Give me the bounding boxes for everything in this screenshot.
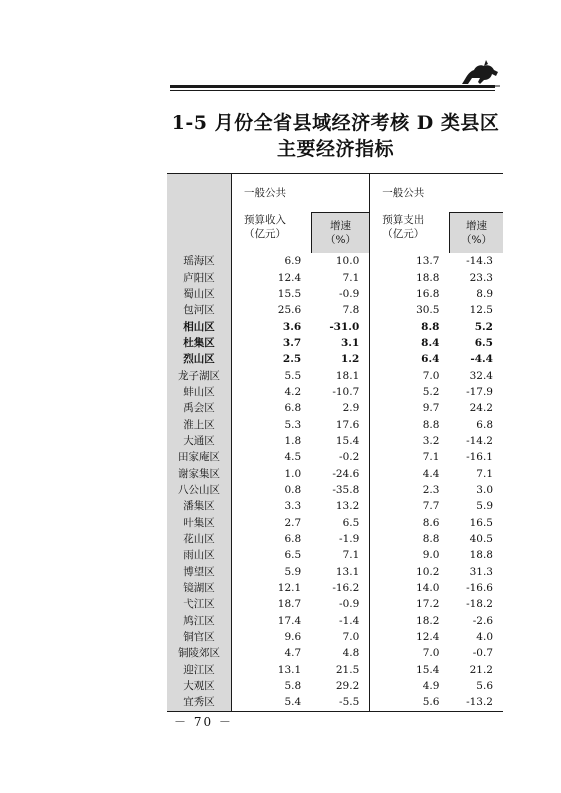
expenditure-cell: 6.4: [370, 351, 450, 367]
revenue-growth-cell: -24.6: [332, 467, 360, 480]
region-name-cell: 铜官区: [167, 629, 232, 645]
revenue-cell: 3.3: [232, 498, 312, 514]
revenue-growth-cell: 4.8: [342, 647, 360, 660]
expenditure-cell: 4.9: [370, 678, 450, 694]
revenue-growth-cell: 17.6: [335, 418, 360, 431]
region-name-cell: 镜湖区: [167, 580, 232, 596]
revenue-cell: 3.7: [232, 335, 312, 351]
region-name-cell: 禹会区: [167, 400, 232, 416]
expenditure-growth-cell: 4.0: [476, 631, 493, 644]
table-row: [167, 269, 503, 285]
revenue-cell: 5.8: [232, 678, 312, 694]
expenditure-growth-cell: -16.1: [466, 451, 493, 464]
expenditure-cell: 8.4: [370, 335, 450, 351]
revenue-cell: 2.5: [232, 351, 312, 367]
revenue-growth-cell: 6.5: [342, 516, 360, 529]
region-name-cell: 铜陵郊区: [167, 645, 232, 661]
table-row: [167, 694, 503, 711]
expenditure-cell: 3.2: [370, 433, 450, 449]
region-name-cell: 弋江区: [167, 596, 232, 612]
expenditure-cell: 5.6: [370, 694, 450, 711]
table-row: [167, 531, 503, 547]
expenditure-cell: 14.0: [370, 580, 450, 596]
expenditure-cell: 5.2: [370, 384, 450, 400]
expenditure-cell: 9.0: [370, 547, 450, 563]
expenditure-growth-cell: -14.3: [466, 255, 493, 268]
region-name-cell: 雨山区: [167, 547, 232, 563]
expenditure-growth-cell: 5.6: [476, 680, 493, 693]
expenditure-amount-header: [370, 213, 450, 254]
revenue-growth-cell: 29.2: [335, 680, 360, 693]
expenditure-growth-cell: 5.2: [474, 320, 493, 333]
expenditure-cell: 18.8: [370, 269, 450, 285]
revenue-cell: 1.0: [232, 465, 312, 481]
table-row: [167, 286, 503, 302]
revenue-cell: 6.8: [232, 531, 312, 547]
title-line-2: 主要经济指标: [276, 138, 394, 160]
expenditure-growth-cell: 24.2: [469, 402, 493, 415]
expenditure-growth-cell: 6.5: [474, 336, 493, 349]
expenditure-growth-cell: 40.5: [469, 533, 493, 546]
expenditure-cell: 17.2: [370, 596, 450, 612]
region-name-cell: 蚌山区: [167, 384, 232, 400]
revenue-header: [232, 174, 370, 213]
revenue-growth-cell: 10.0: [335, 255, 360, 268]
expenditure-cell: 12.4: [370, 629, 450, 645]
expenditure-growth-cell: 3.0: [476, 483, 493, 496]
revenue-cell: 5.5: [232, 367, 312, 383]
expenditure-growth-cell: -0.7: [472, 647, 493, 660]
revenue-growth-cell: 3.1: [340, 336, 360, 349]
table-row: [167, 351, 503, 367]
expenditure-cell: 8.6: [370, 515, 450, 531]
revenue-cell: 6.5: [232, 547, 312, 563]
region-name-cell: 大观区: [167, 678, 232, 694]
revenue-header-line-3: （亿元）: [244, 227, 286, 240]
expenditure-cell: 7.7: [370, 498, 450, 514]
table-row: [167, 498, 503, 514]
table-row: [167, 449, 503, 465]
expenditure-cell: 15.4: [370, 662, 450, 678]
region-name-cell: 相山区: [167, 318, 232, 334]
table-row: [167, 384, 503, 400]
table-row: [167, 400, 503, 416]
revenue-growth-cell: -1.4: [339, 614, 360, 627]
revenue-cell: 3.6: [232, 318, 312, 334]
region-name-cell: 鸠江区: [167, 613, 232, 629]
revenue-header-line-2: 预算收入: [244, 213, 286, 226]
revenue-cell: 17.4: [232, 613, 312, 629]
expenditure-growth-cell: -18.2: [466, 598, 493, 611]
expenditure-growth-cell: 8.9: [476, 287, 493, 300]
revenue-cell: 9.6: [232, 629, 312, 645]
table-row: [167, 629, 503, 645]
region-name-cell: 田家庵区: [167, 449, 232, 465]
expenditure-growth-cell: -14.2: [466, 434, 493, 447]
expenditure-cell: 7.1: [370, 449, 450, 465]
table-row: [167, 318, 503, 334]
page-title: [168, 110, 503, 162]
table-row: [167, 416, 503, 432]
revenue-cell: 1.8: [232, 433, 312, 449]
expenditure-growth-header: [449, 213, 503, 254]
revenue-cell: 2.7: [232, 515, 312, 531]
revenue-growth-cell: 21.5: [335, 663, 360, 676]
revenue-growth-cell: 7.1: [342, 271, 360, 284]
region-name-cell: 叶集区: [167, 515, 232, 531]
table-row: [167, 596, 503, 612]
expenditure-cell: 13.7: [370, 253, 450, 269]
revenue-growth-cell: 7.8: [342, 304, 360, 317]
region-name-cell: 谢家集区: [167, 465, 232, 481]
revenue-growth-cell: -0.9: [339, 598, 360, 611]
region-name-cell: 博望区: [167, 564, 232, 580]
expenditure-growth-cell: -13.2: [466, 696, 493, 709]
revenue-growth-unit: （%）: [324, 234, 356, 246]
revenue-growth-cell: 13.1: [335, 565, 360, 578]
table-row: [167, 433, 503, 449]
expenditure-growth-cell: -16.6: [466, 582, 493, 595]
region-name-cell: 迎江区: [167, 662, 232, 678]
table-row: [167, 515, 503, 531]
expenditure-growth-cell: 16.5: [469, 516, 493, 529]
revenue-growth-cell: -35.8: [332, 483, 360, 496]
revenue-cell: 5.3: [232, 416, 312, 432]
table-row: [167, 335, 503, 351]
expenditure-growth-unit: （%）: [460, 234, 492, 246]
revenue-cell: 25.6: [232, 302, 312, 318]
expenditure-growth-cell: -4.4: [470, 353, 493, 366]
table-row: [167, 613, 503, 629]
expenditure-growth-cell: 12.5: [469, 304, 493, 317]
expenditure-cell: 30.5: [370, 302, 450, 318]
revenue-growth-header: [311, 213, 370, 254]
region-name-cell: 八公山区: [167, 482, 232, 498]
table-row: [167, 547, 503, 563]
revenue-cell: 18.7: [232, 596, 312, 612]
revenue-growth-cell: -0.9: [339, 287, 360, 300]
expenditure-growth-cell: 5.9: [476, 500, 493, 513]
revenue-growth-cell: -31.0: [329, 320, 360, 333]
expenditure-growth-cell: 31.3: [469, 565, 493, 578]
region-name-cell: 烈山区: [167, 351, 232, 367]
expenditure-cell: 8.8: [370, 531, 450, 547]
table-row: [167, 465, 503, 481]
revenue-growth-cell: 7.0: [342, 631, 360, 644]
table-row: [167, 253, 503, 269]
revenue-cell: 15.5: [232, 286, 312, 302]
expenditure-cell: 18.2: [370, 613, 450, 629]
revenue-growth-cell: 1.2: [340, 353, 360, 366]
table-row: [167, 367, 503, 383]
region-name-cell: 潘集区: [167, 498, 232, 514]
revenue-cell: 12.1: [232, 580, 312, 596]
table-body: [167, 253, 503, 711]
revenue-growth-cell: 7.1: [342, 549, 360, 562]
expenditure-header-line-1: 一般公共: [382, 187, 425, 199]
header-rule-thin: [170, 90, 495, 91]
expenditure-growth-cell: 23.3: [469, 271, 493, 284]
expenditure-growth-cell: 18.8: [469, 549, 493, 562]
revenue-cell: 5.4: [232, 694, 312, 711]
revenue-growth-label: 增速: [329, 220, 351, 232]
revenue-cell: 4.7: [232, 645, 312, 661]
table-row: [167, 580, 503, 596]
revenue-growth-cell: -5.5: [339, 696, 360, 709]
revenue-growth-cell: -16.2: [332, 582, 360, 595]
expenditure-cell: 7.0: [370, 645, 450, 661]
expenditure-cell: 10.2: [370, 564, 450, 580]
revenue-growth-cell: 18.1: [335, 369, 360, 382]
revenue-cell: 6.8: [232, 400, 312, 416]
expenditure-growth-cell: 6.8: [476, 418, 493, 431]
revenue-cell: 4.2: [232, 384, 312, 400]
expenditure-header-line-2: 预算支出: [382, 213, 425, 226]
expenditure-cell: 8.8: [370, 318, 450, 334]
revenue-cell: 6.9: [232, 253, 312, 269]
expenditure-cell: 2.3: [370, 482, 450, 498]
title-line-1: 1-5 月份全省县域经济考核 D 类县区: [171, 112, 500, 134]
expenditure-growth-cell: 21.2: [469, 663, 493, 676]
table-row: [167, 645, 503, 661]
region-name-cell: 龙子湖区: [167, 367, 232, 383]
revenue-growth-cell: -0.2: [339, 451, 360, 464]
region-name-cell: 杜集区: [167, 335, 232, 351]
revenue-cell: 12.4: [232, 269, 312, 285]
revenue-cell: 0.8: [232, 482, 312, 498]
revenue-growth-cell: 13.2: [335, 500, 360, 513]
region-name-cell: 蜀山区: [167, 286, 232, 302]
expenditure-cell: 16.8: [370, 286, 450, 302]
revenue-cell: 5.9: [232, 564, 312, 580]
revenue-cell: 4.5: [232, 449, 312, 465]
expenditure-cell: 4.4: [370, 465, 450, 481]
region-name-cell: 大通区: [167, 433, 232, 449]
expenditure-cell: 9.7: [370, 400, 450, 416]
revenue-amount-header: [232, 213, 312, 254]
table-row: [167, 662, 503, 678]
expenditure-cell: 7.0: [370, 367, 450, 383]
revenue-header-line-1: 一般公共: [244, 187, 286, 199]
table-row: [167, 482, 503, 498]
table-row: [167, 564, 503, 580]
expenditure-growth-cell: -17.9: [466, 385, 493, 398]
revenue-growth-cell: 2.9: [342, 402, 360, 415]
expenditure-header: [370, 174, 503, 213]
table-row: [167, 678, 503, 694]
region-name-cell: 瑶海区: [167, 253, 232, 269]
page-number: － 70 －: [174, 715, 233, 729]
revenue-cell: 13.1: [232, 662, 312, 678]
expenditure-growth-cell: 7.1: [476, 467, 493, 480]
expenditure-growth-cell: -2.6: [472, 614, 493, 627]
region-name-cell: 淮上区: [167, 416, 232, 432]
revenue-growth-cell: -1.9: [339, 533, 360, 546]
table-row: [167, 302, 503, 318]
horse-emblem-icon: [458, 58, 502, 88]
revenue-growth-cell: 15.4: [335, 434, 360, 447]
expenditure-header-line-3: （亿元）: [382, 227, 425, 240]
region-name-cell: 庐阳区: [167, 269, 232, 285]
economic-indicator-table: [167, 173, 503, 712]
region-name-cell: 宜秀区: [167, 694, 232, 711]
expenditure-growth-cell: 32.4: [469, 369, 493, 382]
header-rule-thick: [170, 85, 495, 88]
expenditure-growth-label: 增速: [465, 220, 487, 232]
region-column-header: [167, 174, 232, 254]
region-name-cell: 包河区: [167, 302, 232, 318]
region-name-cell: 花山区: [167, 531, 232, 547]
expenditure-cell: 8.8: [370, 416, 450, 432]
revenue-growth-cell: -10.7: [332, 385, 360, 398]
